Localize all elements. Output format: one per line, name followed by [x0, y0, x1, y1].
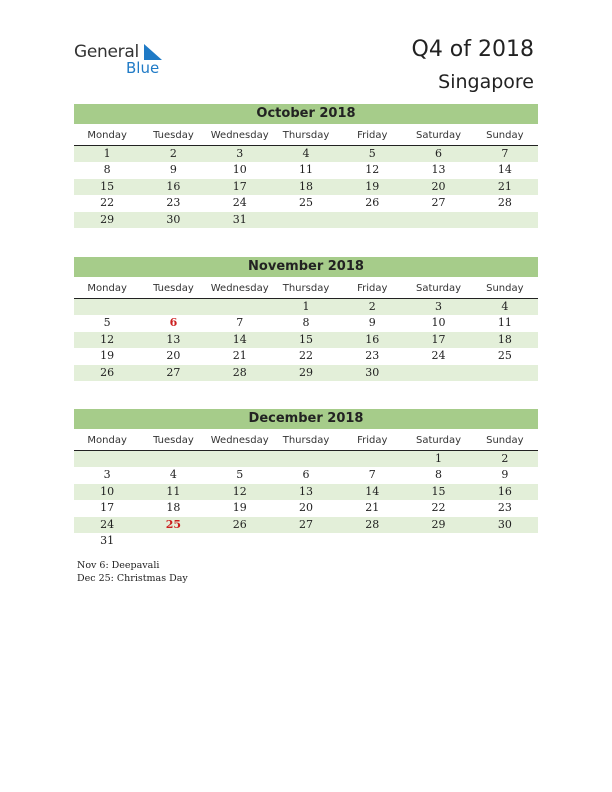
day-cell: 18	[497, 332, 512, 346]
day-cell: 25	[298, 196, 313, 210]
logo-text-blue: Blue	[126, 59, 160, 77]
empty-day-cell	[140, 533, 206, 549]
day-cell: 18	[298, 179, 313, 193]
day-cell: 17	[431, 332, 446, 346]
day-cell: 20	[298, 501, 313, 515]
day-cell: 23	[166, 196, 181, 210]
day-cell: 22	[431, 501, 446, 515]
day-cell: 1	[103, 147, 111, 160]
day-cell: 14	[365, 484, 380, 498]
weekday-label: Monday	[87, 130, 127, 141]
empty-day-cell	[405, 533, 471, 549]
day-cell: 5	[236, 468, 244, 482]
empty-day-cell	[207, 533, 273, 549]
day-cell: 3	[435, 300, 443, 313]
day-cell: 3	[103, 468, 111, 482]
week-row	[74, 451, 538, 467]
weekday-label: Friday	[357, 435, 388, 446]
day-cell: 19	[100, 349, 115, 363]
holiday-note: Nov 6: Deepavali	[77, 560, 160, 571]
day-cell: 21	[232, 349, 247, 363]
day-cell: 1	[435, 452, 443, 465]
week-row	[74, 146, 538, 162]
week-row	[74, 179, 538, 195]
day-cell: 29	[431, 517, 446, 531]
weekday-label: Tuesday	[153, 130, 194, 141]
weekday-header-row	[74, 280, 538, 299]
day-cell: 30	[166, 212, 181, 226]
weekday-label: Saturday	[416, 130, 462, 141]
day-cell: 16	[166, 179, 181, 193]
day-cell: 8	[103, 163, 111, 177]
month-title: November 2018	[74, 257, 538, 277]
day-cell: 25	[165, 517, 182, 531]
day-cell: 21	[497, 179, 512, 193]
page-subtitle-country: Singapore	[438, 71, 534, 93]
day-cell: 15	[100, 179, 115, 193]
week-row	[74, 365, 538, 381]
day-cell: 11	[298, 163, 313, 177]
weekday-label: Tuesday	[153, 283, 194, 294]
week-row	[74, 299, 538, 315]
empty-day-cell	[339, 451, 405, 467]
weekday-label: Thursday	[282, 130, 330, 141]
week-row	[74, 332, 538, 348]
day-cell: 6	[302, 468, 310, 482]
day-cell: 28	[232, 365, 247, 379]
day-cell: 26	[365, 196, 380, 210]
day-cell: 10	[100, 484, 115, 498]
week-row	[74, 162, 538, 178]
day-cell: 7	[368, 468, 376, 482]
day-cell: 13	[431, 163, 446, 177]
day-cell: 31	[232, 212, 247, 226]
weekday-label: Tuesday	[153, 435, 194, 446]
month-calendar-november	[74, 257, 538, 381]
week-row	[74, 348, 538, 364]
week-row	[74, 517, 538, 533]
day-cell: 8	[302, 316, 310, 330]
empty-day-cell	[339, 533, 405, 549]
weekday-label: Friday	[357, 283, 388, 294]
day-cell: 15	[298, 332, 313, 346]
day-cell: 2	[501, 452, 509, 465]
week-row	[74, 315, 538, 331]
month-title: December 2018	[74, 409, 538, 429]
empty-day-cell	[405, 212, 471, 228]
empty-day-cell	[472, 533, 538, 549]
day-cell: 6	[435, 147, 443, 160]
month-title: October 2018	[74, 104, 538, 124]
week-row	[74, 467, 538, 483]
day-cell: 22	[298, 349, 313, 363]
weekday-label: Saturday	[416, 283, 462, 294]
day-cell: 23	[365, 349, 380, 363]
day-cell: 17	[232, 179, 247, 193]
week-row	[74, 500, 538, 516]
page-title: Q4 of 2018	[411, 37, 534, 62]
empty-day-cell	[74, 299, 140, 315]
weekday-header-row	[74, 432, 538, 451]
day-cell: 16	[365, 332, 380, 346]
day-cell: 12	[365, 163, 380, 177]
day-cell: 21	[365, 501, 380, 515]
day-cell: 28	[497, 196, 512, 210]
day-cell: 10	[232, 163, 247, 177]
day-cell: 11	[497, 316, 512, 330]
empty-day-cell	[207, 299, 273, 315]
day-cell: 29	[298, 365, 313, 379]
weekday-label: Friday	[357, 130, 388, 141]
empty-day-cell	[140, 299, 206, 315]
day-cell: 22	[100, 196, 115, 210]
day-cell: 27	[298, 517, 313, 531]
day-cell: 29	[100, 212, 115, 226]
day-cell: 1	[302, 300, 310, 313]
month-calendar-december	[74, 409, 538, 549]
week-row	[74, 484, 538, 500]
weekday-label: Sunday	[486, 130, 524, 141]
weekday-label: Monday	[87, 435, 127, 446]
day-cell: 8	[435, 468, 443, 482]
day-cell: 5	[103, 316, 111, 330]
empty-day-cell	[273, 451, 339, 467]
week-row	[74, 212, 538, 228]
day-cell: 24	[232, 196, 247, 210]
day-cell: 2	[169, 147, 177, 160]
day-cell: 14	[497, 163, 512, 177]
day-cell: 4	[501, 300, 509, 313]
day-cell: 2	[368, 300, 376, 313]
day-cell: 12	[232, 484, 247, 498]
empty-day-cell	[472, 212, 538, 228]
day-cell: 5	[368, 147, 376, 160]
day-cell: 26	[232, 517, 247, 531]
day-cell: 10	[431, 316, 446, 330]
holiday-notes	[77, 560, 188, 585]
day-cell: 23	[497, 501, 512, 515]
empty-day-cell	[339, 212, 405, 228]
day-cell: 26	[100, 365, 115, 379]
weekday-label: Wednesday	[210, 435, 269, 446]
weekday-header-row	[74, 127, 538, 146]
weekday-label: Thursday	[282, 283, 330, 294]
day-cell: 27	[431, 196, 446, 210]
day-cell: 30	[497, 517, 512, 531]
week-row	[74, 533, 538, 549]
day-cell: 13	[298, 484, 313, 498]
day-cell: 7	[236, 316, 244, 330]
empty-day-cell	[74, 451, 140, 467]
logo-text-general: General	[74, 42, 139, 62]
weekday-label: Thursday	[282, 435, 330, 446]
empty-day-cell	[273, 533, 339, 549]
day-cell: 11	[166, 484, 181, 498]
weekday-label: Sunday	[486, 283, 524, 294]
empty-day-cell	[140, 451, 206, 467]
day-cell: 12	[100, 332, 115, 346]
day-cell: 4	[169, 468, 177, 482]
day-cell: 4	[302, 147, 310, 160]
day-cell: 3	[236, 147, 244, 160]
day-cell: 13	[166, 332, 181, 346]
day-cell: 15	[431, 484, 446, 498]
day-cell: 27	[166, 365, 181, 379]
day-cell: 18	[166, 501, 181, 515]
day-cell: 9	[501, 468, 509, 482]
day-cell: 31	[100, 533, 115, 547]
weekday-label: Wednesday	[210, 283, 269, 294]
empty-day-cell	[472, 365, 538, 381]
week-row	[74, 195, 538, 211]
day-cell: 30	[365, 365, 380, 379]
day-cell: 9	[368, 316, 376, 330]
empty-day-cell	[273, 212, 339, 228]
day-cell: 25	[497, 349, 512, 363]
empty-day-cell	[207, 451, 273, 467]
weekday-label: Saturday	[416, 435, 462, 446]
weekday-label: Monday	[87, 283, 127, 294]
generalblue-logo	[74, 42, 174, 78]
day-cell: 24	[100, 517, 115, 531]
day-cell: 17	[100, 501, 115, 515]
day-cell: 19	[232, 501, 247, 515]
day-cell: 16	[497, 484, 512, 498]
day-cell: 9	[169, 163, 177, 177]
day-cell: 20	[431, 179, 446, 193]
empty-day-cell	[405, 365, 471, 381]
day-cell: 28	[365, 517, 380, 531]
day-cell: 20	[166, 349, 181, 363]
day-cell: 6	[169, 316, 178, 330]
month-calendar-october	[74, 104, 538, 228]
day-cell: 19	[365, 179, 380, 193]
weekday-label: Sunday	[486, 435, 524, 446]
day-cell: 14	[232, 332, 247, 346]
day-cell: 24	[431, 349, 446, 363]
weekday-label: Wednesday	[210, 130, 269, 141]
day-cell: 7	[501, 147, 509, 160]
holiday-note: Dec 25: Christmas Day	[77, 572, 188, 584]
